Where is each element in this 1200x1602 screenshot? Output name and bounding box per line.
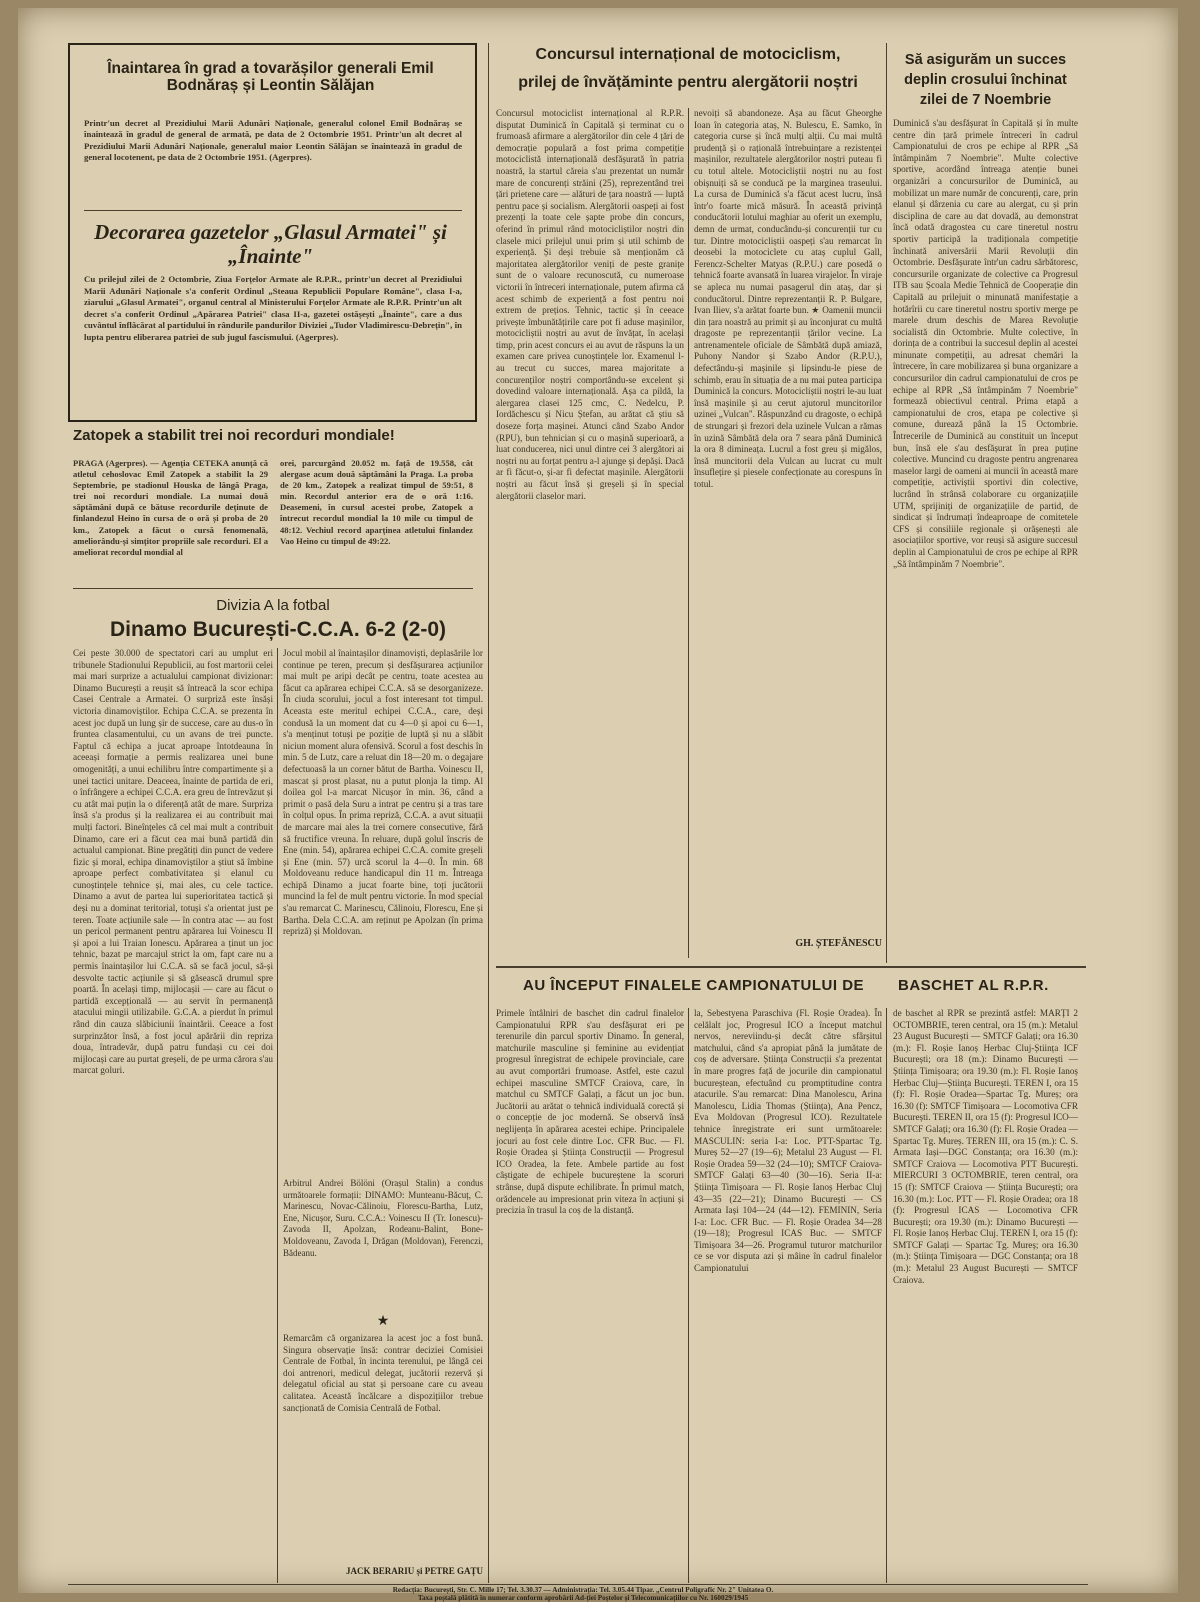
zatopek-col2: orei, parcurgând 20.052 m. față de 19.558, cât alergase acum două săptămâni la Praga. La proba de 20 km., Zatopek a realizat timpul de 59:51, 8 min. Recordul anterior era de o oră 1:16. Deasemeni, în cursul acestei probe, Zatopek a întrecut recordul mondial la 10 mile cu timpul de 48:12. Vechiul record aparținea atletului finlandez Vao Heino cu timpul de 49:22. — [280, 458, 473, 546]
column-rule — [488, 43, 489, 1583]
basketball-headline-b: BASCHET AL R.P.R. — [898, 977, 1049, 994]
football-kicker: Divizia A la fotbal — [216, 597, 330, 614]
zatopek-col1: PRAGA (Agerpres). — Agenția CETEKA anunță că atletul cehoslovac Emil Zatopek a stabilit la 29 Septembrie, pe stadionul Houska de lângă Praga, trei noi recorduri mondiale. La numai două săptămâni după ce bătuse recordurile deținute de finlandezul Heino în cursa de o oră și proba de 20 km., Zatopek a făcut o cursă fenomenală, ameliorându-și simțitor propriile sale recorduri. El a ameliorat recordul mondial al — [73, 458, 268, 557]
football-col1: Cei peste 30.000 de spectatori cari au umplut eri tribunele Stadionului Republicii, au fost martorii celei mai mari surprize a actualului campionat divizionar: Dinamo București a reușit să întreacă la scor echipa Casei Centrale a Armatei. O surpriză este însăși victoria dinamoviștilor. Echipa C.C.A. se prezenta în acest joc după un lung șir de succese, care au dus-o în fruntea clasamentului, cu un avans de trei puncte. Faptul că echipa a jucat aproape întotdeauna în aceeași formație a permis realizarea unei bune omogenități, a unui echilibru între compartimente și a unei tactici unitare. Deaceea, înainte de partida de eri, o înfrângere a echipei C.C.A. era greu de întrevăzut și cu atât mai puțin la o diferență atât de mare. Surpriza însă s'a produs și la realizarea ei au contribuit mai mulți factori. Bineînțeles că cel mai mult a contribuit Dinamo, care eri a făcut cea mai bună partidă din actualul campionat. Bine pregătiți din punct de vedere fizic și moral, echipa dinamoviștilor a știut să îmbine aproape perfect combativitatea și elanul cu cunoștințele tehnice și, mai ales, cu cele tactice. Dinamo a avut de partea lui superioritatea tactică și deși nu a dominat teritorial, totuși s'a orientat just pe teren. Toate acțiunile sale — în contra atac — au fost un pericol permanent pentru apărarea lui Voinescu II și apoi a lui Traian Ionescu. Apărarea a ținut un joc tehnic, bazat pe marcajul strict la om, fapt care nu a permis înaintașilor lui C.C.A. să se facă jocul, să-și desvolte tactic acțiunile și să găsească drumul spre poartă. În același timp, mijlocașii — care au făcut o partidă excepțională — au servit în permanență atacului mingii utilizabile. G.C.A. a pierdut în primul rând din cauza slăbiciunii înaintării. Ceeace a fost surprinzător însă, a fost jocul apărării din repriza doua, întradevăr, după patru fundași cu cei doi mijlocași care au purtat greșeli, de pe urma cărora s'au marcat goluri. — [73, 648, 273, 1076]
promotion-headline: Înaintarea în grad a tovarășilor generali Emil Bodnăraș și Leontin Sălăjan — [107, 60, 434, 95]
footer-rule — [68, 1584, 1088, 1585]
zatopek-headline: Zatopek a stabilit trei noi recorduri mondiale! — [73, 427, 395, 444]
basketball-col3: de baschet al RPR se prezintă astfel: MARȚI 2 OCTOMBRIE, teren central, ora 15 (m.): Metalul 23 August București — SMTCF Galați; ora 16.30 (m.): Fl. Roșie Ianoș Herbac Cluj-Știința ICF București; ora 18 (m.): Dinamo București — Știința Timișoara; ora 19.30 (m.): Fl. Roșie Ianoș Herbac Cluj—Știința București. TEREN I, ora 15 (f): Fl. Roșie Oradea—Spartac Tg. Mureș; ora 16.30 (f): SMTCF Timișoara — Locomotiva CFR București. TEREN II, ora 15 (f): Progresul ICO—SMTCF Galați; ora 16.30 (f): Fl. Roșie Oradea — Spartac Tg. Mureș. TEREN III, ora 15 (m.): C. S. Armata Iași—DGC Constanța; ora 16.30 (m.): SMTCF Craiova — Locomotiva PTT București. MIERCURI 3 OCTOMBRIE, teren central, ora 15 (f): SMTCF Craiova — Știința București; ora 16.30 (m.): Loc. PTT — Fl. Roșie Oradea; ora 18 (f): Progresul ICAS — Locomotiva CFR București; ora 19.30 (m.): Dinamo București — Fl. Roșie Ianoș Herbac Cluj. TEREN I, ora 15 (f): SMTCF Galați — Spartac Tg. Mureș; ora 16.30 (m.): Știința Timișoara — DGC Constanța; ora 18 (m.): Metalul 23 August București — SMTCF Craiova. — [893, 1008, 1078, 1285]
football-referee: Arbitrul Andrei Bölöni (Orașul Stalin) a condus următoarele formații: DINAMO: Munteanu-Băcuț, C. Marinescu, Novac-Călinoiu, Florescu-Bartha, Lutz, Ene, Nicușor, Suru. C.C.A.: Voinescu II (Tr. Ionescu)-Zavoda II, Apolzan, Rodeanu-Balint, Bone-Moldoveanu, Zavoda I, Drăgan (Moldovan), Ferenczi, Bădeanu. — [283, 1178, 483, 1258]
moto-col1: Concursul motociclist internațional al R.P.R. disputat Duminică în Capitală și terminat cu o frumoasă afirmare a alergătorilor din cele 4 țări de democrație populară a fost prima competiție motociclistă internațională desfășurată în patria noastră, la startul căreia s'au prezentat un număr mare de concurenți străini (25), reprezentând trei țări prietene care — alături de țara noastră — luptă pentru pace și socialism. Alergătorii oaspeți ai fost prezenți la toate cele șapte probe din concurs, oferind în primul rând motocicliștilor noștri din clasele mici prilejul unui prim și util schimb de experiență. Și deși trebuie să menționăm că majoritatea alergătorilor veniți de peste granițe sunt de o valoare recunoscută, cu numeroase victorii în întreceri internaționale, putem afirma că acest schimb de experiență a fost pentru noi extrem de prețios. Tehnic, tactic și în ceeace privește îmbunătățirile care pot fi aduse mașinilor, motocicliștii noștri au avut de învățat, în același timp, prin acest concurs ei au avut de răspuns la un examen care privea cunoștințele lor. Examenul l-au trecut cu succes, marea majoritate a concurenților noștri comportându-se excelent și dovedind valoare internațională. Așa ca pildă, la alergarea clasei 125 cmc, C. Nedelcu, P. Iordăchescu și Nicu Ștefan, au arătat că știu să doseze forța mașinei. Atunci când Szabo Andor (RPU), bun tehnician și cu o mașină superioară, a luat conducerea, nici unul dintre cei 3 alergători ai noștri nu au forțat pentru a-l ajunge și depăși. Dacă ar fi făcut-o, și-ar fi defectat mașinile. Alergătorii noștri au făcut însă și greșeli și în special alergătorii claselor mari. — [496, 108, 684, 501]
divider — [73, 588, 473, 589]
footer-line-2: Taxa poștală plătită în numerar conform aprobării Ad-ției Poștelor și Telecomunicațiilor cu Nr. 160029/1945 — [417, 1594, 749, 1602]
cross-body: Duminică s'au desfășurat în Capitală și în multe centre din țară primele întreceri în cadrul Campionatului de cros pe echipe al RPR „Să întâmpinăm 7 Noembrie". Multe colective sportive, acordând întreaga atenție bunei organizări a concursurilor de Duminică, au mobilizat un mare număr de concurenți, care, prin elanul și dârzenia cu care au alergat, cu și prin disciplina de care au dat dovadă, au demonstrat încă odată dragostea cu care tineretul nostru sportiv participă la tradiționala competiție închinată aniversării Marii Revoluții din Octombrie. Desfășurate într'un cadru sărbătoresc, concursurile organizate de colective ca Progresul ITB sau Școala Medie Tehnică de Cooperație din Capitală au prilejuit o minunată manifestație a hotărîrii cu care tineretul nostru sportiv merge pe marele drum deschis de Marea Revoluție socialistă din Octombrie. Multe colective, în dorința de a contribui la succesul deplin al acestei minunate competiții, au adresat chemări la întrecere, în care mobilizarea și buna organizare a concursurilor din cadrul campionatului de cros pe echipe al RPR „Să întâmpinăm 7 Noembrie" formează obiectivul central. Prima etapă a campionatului de cros, etapa pe colective și comune, durează până la 15 Octombrie. Întrecerile de Duminică au constituit un început bun, însă ele s'au desfășurat în prea puține colective. Muncind cu dragoste pentru angrenarea maselor largi de oameni ai muncii în această mare competiție, activiștii sportivi din colective, lucrând în strânsă colaborare cu organizațiile UTM, sprijiniți de organizațiile de partid, de sindicat și îndrumați îndeaproape de comitetele CFS și consiliile regionale și orășenești ale asociațiilor sportive, vor reuși să asigure succesul deplin al Campionatului de cros pe echipe al RPR „Să întâmpinăm 7 Noembrie". — [893, 118, 1078, 569]
divider — [496, 966, 1086, 968]
basketball-col2: la, Sebestyena Paraschiva (Fl. Roșie Oradea). În celălalt joc, Progresul ICO a început matchul nervos, nereviindu-și decât către sfârșitul matchului, când s'a apropiat până la jumătate de coș de adversare. Știința Construcții s'a prezentat în mare progres față de jocurile din campionatul bucureștean, efectuând cu promptitudine contra atacurile. S'au remarcat: Dina Manolescu, Arina Manolescu, Lidia Thomas (Știința), Ana Pencz, Eva Moldovan (Progresul ICO). Rezultatele tehnice înregistrate eri sunt următoarele: MASCULIN: seria I-a: Loc. PTT-Spartac Tg. Mureș 52—27 (19—6); Metalul 23 August — Fl. Roșie Oradea 59—32 (24—10); SMTCF Craiova-SMTCF Galați 63—40 (30—16). Seria II-a: Știința Timișoara — Fl. Roșie Ianoș Herbac Cluj 43—35 (22—21); Dinamo București — CS Armata Iași 104—24 (44—12). FEMININ, Seria I-a: Loc. CFR Buc. — Fl. Roșie Oradea 34—28 (19—18); Progresul ICAS Buc. — SMTCF Timișoara 34—26. Programul tuturor matchurilor ce se vor disputa azi și mâine în cadrul finalelor Campionatului — [694, 1008, 882, 1274]
section-star: ★ — [376, 1313, 390, 1329]
decoration-body: Cu prilejul zilei de 2 Octombrie, Ziua Forțelor Armate ale R.P.R., printr'un decret al Prezidiului Marii Adunări Naționale s'a conferit Ordinul „Steaua Republicii Populare Române", clasa I-a, ziarului „Glasul Armatei", organul central al Ministerului Forțelor Armate ale R.P.R. Printr'un alt decret s'a conferit Ordinul „Apărarea Patriei" clasa II-a, gazetei ostășești „Înainte", care a dus cuvântul înflăcărat al partidului în rândurile pandurilor Diviziei „Tudor Vladimirescu-Debrețin", în lupta pentru eliberarea patriei de sub jugul fascismului. (Agerpres). — [84, 274, 462, 342]
football-closing: Remarcăm că organizarea la acest joc a fost bună. Singura observație însă: contrar deciziei Comisiei Centrale de Fotbal, în incinta terenului, pe lângă cei doi antrenori, medicul delegat, jucătorii rezervă și delegatul oficial au stat și persoane care cu aveau calitatea. Această încălcare a dispozițiilor trebue sancționată de Comisia Centrală de Fotbal. — [283, 1333, 483, 1413]
moto-headline-1: Concursul internațional de motociclism, — [535, 46, 841, 63]
cross-headline: Să asigurăm un succes deplin crosului închinat zilei de 7 Noembrie — [904, 52, 1067, 108]
moto-col2: nevoiți să abandoneze. Așa au făcut Gheorghe Ioan în categoria ataș, N. Bulescu, E. Samko, în categoria curse și încă mulți alții. Cu mai multă prudență și o rațională întrebuințare a rezistenței mașinilor, rezultatele alergătorilor noștri puteau fi cu totul altele. Motocicliștii noștri nu au fost obișnuiți să se conducă pe la marginea traseului. La cursa de Duminică s'a făcut acest lucru, însă într'o foarte mică măsură. În această privință conducătorii lotului maghiar au oferit un exemplu, demn de urmat, conducându-și concurenții tur cu tur. Dintre motocicliștii oaspeți s'au remarcat în deosebi la motociclete cu ataș cuplul Gall, Ferencz-Schelter Matyas (R.P.U.) care posedă o tehnică foarte avansată în luarea virajelor. În viraje se apleca nu numai pasagerul din ataș, dar și conducătorul. Dintre reprezentanții R. P. Bulgare, Ivan Iliev, s'a arătat foarte bun. ★ Oamenii muncii din țara noastră au primit și au înconjurat cu multă dragoste pe reprezentanții țărilor vecine. La antrenamentele oficiale de Sâmbătă după amiază, Puhony Nandor și Szabo Andor (R.P.U.), defectându-și mașinile și lipsindu-le piese de schimb, erau în situația de a nu mai putea participa Duminică la concurs. Motocicliștii noștri le-au luat însă mașinile și au cerut ajutorul muncitorilor uzinei „Vulcan". Răspunzând cu dragoste, o echipă de strungari și frezori dela uzinele Vulcan a rămas în uzină Sâmbătă dela ora 7 seara până Duminică la ora 8 dimineața. Lucrul a fost greu și migălos, însă muncitorii dela Vulcan au lucrat cu mult însuflețire și piesele confecționate au corespuns în totul. — [694, 108, 882, 489]
decoration-headline: Decorarea gazetelor „Glasul Armatei" și „Înainte" — [94, 220, 447, 268]
basketball-col1: Primele întâlniri de baschet din cadrul finalelor Campionatului RPR s'au desfășurat eri pe terenurile din parcul sportiv Dinamo. În general, matchurile masculine și feminine au evidențiat progresul înregistrat de echipele provinciale, care au avut comportări frumoase. Astfel, este cazul echipei masculine SMTCF Craiova, care, în matchul cu SMTCF Galați, a făcut un joc bun. Jucătorii au arătat o tehnică individuală corectă și o concepție de joc modernă. Se observă însă neglijența în apărarea acestei echipe. Principalele jocuri au fost cele dintre Loc. CFR Buc. — Fl. Roșie Oradea și Știința Construcții — Progresul ICO Oradea, la fete. Ambele partide au fost câștigate de echipele bucureștene la scoruri strânse, după dispute echilibrate. În primul match, orădencele au impresionat prin viteza în acțiuni și precizia în trasul la coș de la distanță. — [496, 1008, 684, 1216]
newspaper-page — [18, 8, 1178, 1602]
promotion-body: Printr'un decret al Prezidiului Marii Adunări Naționale, generalul colonel Emil Bodnăraș se înaintează în gradul de general de armată, pe data de 2 Octombrie 1951. Printr'un alt decret al Prezidiului Marii Adunări Naționale, generalul maior Leontin Sălăjan se înaintează în gradul de general locotenent, pe data de 2 Octombrie 1951. (Agerpres). — [84, 118, 462, 163]
column-rule — [688, 1008, 689, 1583]
football-signature: JACK BERARIU și PETRE GAȚU — [345, 1566, 483, 1576]
column-rule — [277, 648, 278, 1583]
football-col2: Jocul mobil al înaintașilor dinamoviști, deplasările lor continue pe teren, precum și desfășurarea acțiunilor mai mult pe aripi decât pe centru, toate acestea au făcut ca apărarea echipei C.C.A. să se desorganizeze. În ciuda scorului, jocul a fost interesant tot timpul. Aceasta este meritul echipei C.C.A., care, deși condusă la un moment dat cu 4—0 și apoi cu 6—1, s'a menținut totuși pe poziție de luptă și nu a slăbit niciun moment alura ofensivă. Scorul a fost deschis în min. 5 de Lutz, care a reluat din 18—20 m. o degajare defectuoasă la un corner bătut de Bartha. Voinescu II, mascat și prost plasat, nu a putut plonja la timp. Al doilea gol l-a marcat Nicușor în min. 36, când a primit o pasă dela Suru a intrat pe centru și a tras tare în colțul opus. În prima repriză, C.C.A. a avut situații de marcare mai ales la trei cornere consecutive, fără să fructifice vreuna. În reluare, după golul înscris de Ene (min. 54), apărarea echipei C.C.A. comite greșeli și Ene (min. 57) urcă scorul la 4—0. În min. 68 Moldoveanu reduce handicapul din 11 m. Întreaga echipă Dinamo a jucat foarte bine, toți jucătorii muncind la fel de mult pentru victorie. În mod special s'au remarcat C. Marinescu, Călinoiu, Florescu, Ene și Bartha. Dela C.C.A. am reținut pe Apolzan (în prima repriză) și Moldovan. — [283, 648, 483, 937]
column-rule — [688, 108, 689, 958]
moto-signature: GH. ȘTEFĂNESCU — [795, 938, 882, 949]
divider — [84, 210, 462, 211]
column-rule — [886, 1008, 887, 1583]
column-rule — [886, 43, 887, 963]
footer-line-1: Redacția: București, Str. C. Mille 17; Tel. 3.30.37 — Administrația: Tel. 3.05.44 Tipar. „Centrul Poligrafic Nr. 2" Unitatea O. — [392, 1586, 774, 1594]
basketball-headline-a: AU ÎNCEPUT FINALELE CAMPIONATULUI DE — [523, 977, 865, 994]
football-headline: Dinamo București-C.C.A. 6-2 (2-0) — [109, 618, 447, 641]
moto-headline-2: prilej de învățăminte pentru alergătorii noștri — [518, 74, 858, 91]
